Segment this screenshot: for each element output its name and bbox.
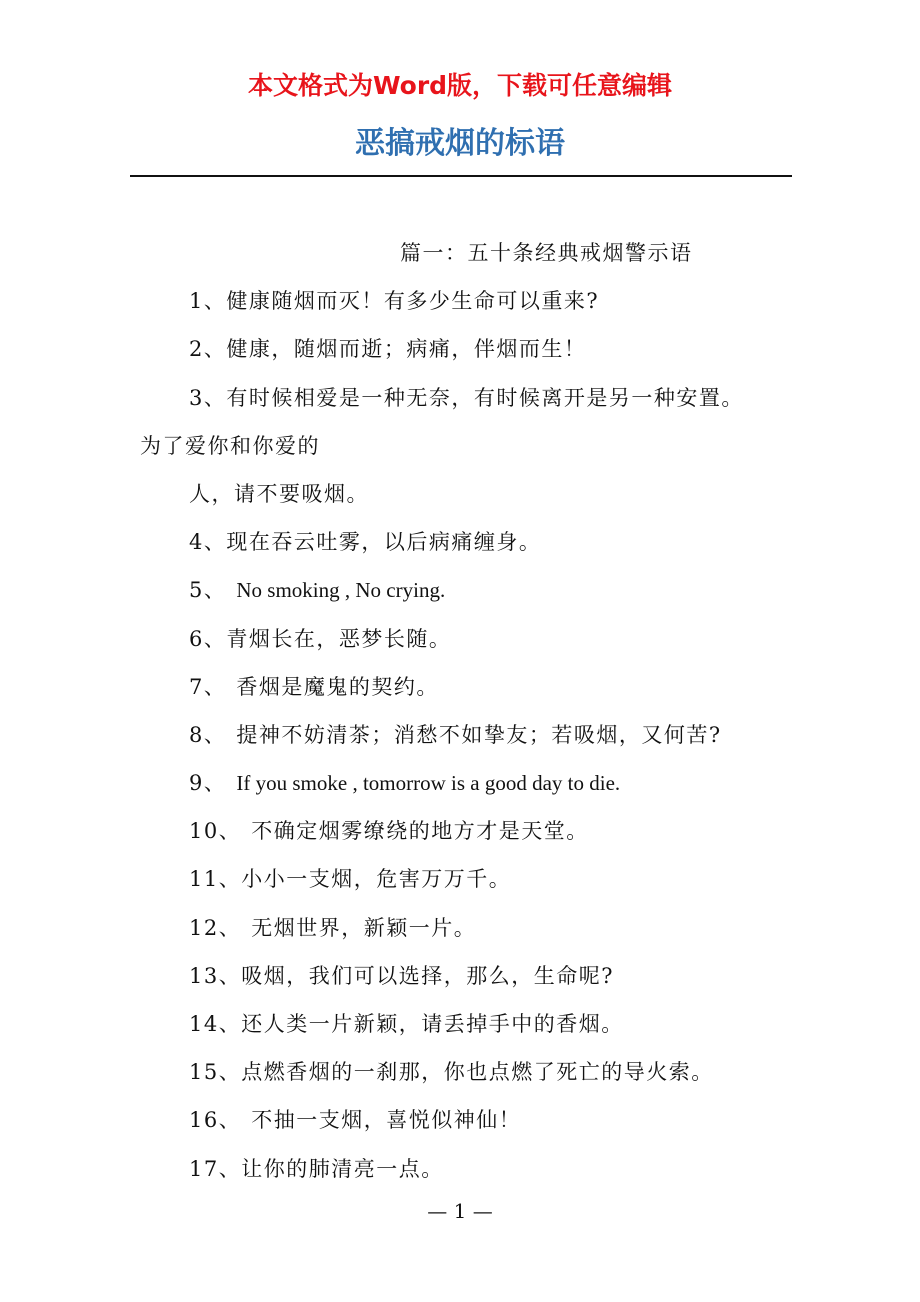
slogan-item-11	[140, 855, 804, 903]
slogan-item-14	[140, 1000, 804, 1048]
title-divider	[130, 175, 792, 177]
format-banner: 本文格式为Word版，下载可任意编辑	[247, 71, 673, 100]
item-number: 8、	[189, 722, 227, 747]
slogan-item-7	[140, 663, 804, 711]
item-text: 为了爱你和你爱的	[140, 433, 320, 458]
item-text: 有时候相爱是一种无奈，有时候离开是另一种安置。	[226, 385, 744, 410]
item-number: 17、	[189, 1156, 242, 1181]
document-title: 恶搞戒烟的标语	[355, 126, 565, 161]
section-heading: 篇一：五十条经典戒烟警示语	[400, 241, 693, 265]
item-number: 1、	[189, 289, 227, 314]
item-number: 11、	[189, 867, 242, 892]
item-text: 人，请不要吸烟。	[189, 481, 369, 506]
item-number: 6、	[189, 626, 227, 651]
slogan-item-3-continued	[140, 422, 804, 470]
slogan-item-2	[140, 325, 804, 373]
item-text: 不抽一支烟，喜悦似神仙！	[251, 1108, 522, 1133]
item-text: 香烟是魔鬼的契约。	[236, 674, 439, 699]
page-number: — 1 —	[427, 1199, 493, 1223]
slogan-item-15	[140, 1048, 804, 1096]
slogan-item-16	[140, 1096, 804, 1144]
slogan-item-9	[140, 759, 804, 807]
item-number: 3、	[189, 385, 227, 410]
item-number: 4、	[189, 530, 227, 555]
item-number: 7、	[189, 674, 227, 699]
item-text: 吸烟，我们可以选择，那么，生命呢?	[241, 963, 614, 988]
item-number: 5、	[189, 578, 227, 603]
item-text: 青烟长在，恶梦长随。	[226, 626, 452, 651]
item-number: 12、	[189, 915, 242, 940]
slogan-item-3	[140, 374, 804, 422]
item-number: 10、	[189, 819, 242, 844]
item-text: 现在吞云吐雾，以后病痛缠身。	[226, 530, 542, 555]
slogan-item-8	[140, 711, 804, 759]
item-number: 13、	[189, 963, 242, 988]
item-text: 小小一支烟，危害万万千。	[241, 867, 512, 892]
item-text: 不确定烟雾缭绕的地方才是天堂。	[251, 819, 589, 844]
slogan-item-10	[140, 807, 804, 855]
slogan-item-12	[140, 904, 804, 952]
item-number: 9、	[189, 771, 227, 796]
slogan-item-4	[140, 518, 804, 566]
item-number: 2、	[189, 337, 227, 362]
item-text: 健康随烟而灭！有多少生命可以重来?	[226, 289, 600, 314]
item-text: If you smoke , tomorrow is a good day to die.	[236, 771, 621, 796]
slogan-item-5	[140, 566, 804, 614]
slogan-item-6	[140, 615, 804, 663]
item-text: 点燃香烟的一刹那，你也点燃了死亡的导火索。	[241, 1060, 714, 1085]
item-text: 提神不妨清茶；消愁不如挚友；若吸烟，又何苦?	[236, 722, 722, 747]
slogan-item-1	[140, 277, 804, 325]
item-text: 健康，随烟而逝；病痛，伴烟而生！	[226, 337, 587, 362]
item-text: 无烟世界，新颖一片。	[251, 915, 477, 940]
item-number: 16、	[189, 1108, 242, 1133]
item-number: 15、	[189, 1060, 242, 1085]
slogan-item-13	[140, 952, 804, 1000]
item-text: 让你的肺清亮一点。	[241, 1156, 444, 1181]
item-text: 还人类一片新颖，请丢掉手中的香烟。	[241, 1012, 624, 1036]
document-body	[140, 229, 804, 1193]
item-text: No smoking , No crying.	[236, 578, 446, 603]
item-number: 14、	[189, 1012, 242, 1036]
slogan-item-3-continued-2	[140, 470, 804, 518]
slogan-item-17	[140, 1145, 804, 1193]
